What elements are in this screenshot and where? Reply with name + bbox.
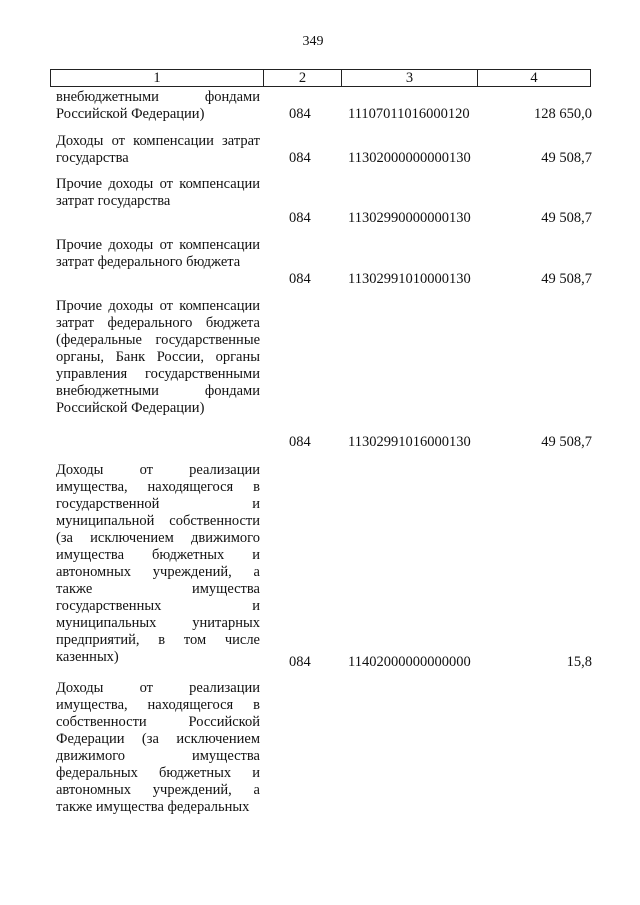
row-budget-code: 11402000000000000 xyxy=(348,654,471,670)
page-number: 349 xyxy=(302,34,324,49)
row-amount: 15,8 xyxy=(566,654,592,670)
row-admin-code: 084 xyxy=(289,271,311,287)
row-amount: 49 508,7 xyxy=(541,150,592,166)
row-description: Прочие доходы от компенсации затрат федерального бюджета xyxy=(56,237,260,270)
row-amount: 128 650,0 xyxy=(534,106,592,122)
header-col-1: 1 xyxy=(153,70,161,86)
row-admin-code: 084 xyxy=(289,210,311,226)
row-amount: 49 508,7 xyxy=(541,210,592,226)
row-budget-code: 11302000000000130 xyxy=(348,150,471,166)
row-admin-code: 084 xyxy=(289,150,311,166)
row-description: Доходы от реализации имущества, находящегося в собственности Российской Федерации (за исключением движимого имущества федеральных бюджетных и автономных учреждений, а также имущества федеральных xyxy=(56,680,260,815)
row-description: Доходы от компенсации затрат государства xyxy=(56,133,260,166)
row-amount: 49 508,7 xyxy=(541,271,592,287)
row-budget-code: 11302991010000130 xyxy=(348,271,471,287)
row-admin-code: 084 xyxy=(289,654,311,670)
table-header xyxy=(50,69,591,87)
header-col-4: 4 xyxy=(477,70,590,86)
row-description: Доходы от реализации имущества, находящегося в государственной и муниципальной собственности (за исключением движимого имущества бюджетных и автономных учреждений, а также имущества государственных и муниципальных унитарных предприятий, в том числе казенных) xyxy=(56,462,260,665)
row-description: Прочие доходы от компенсации затрат государства xyxy=(56,176,260,209)
row-admin-code: 084 xyxy=(289,106,311,122)
row-admin-code: 084 xyxy=(289,434,311,450)
row-budget-code: 11107011016000120 xyxy=(348,106,470,122)
row-description: Прочие доходы от компенсации затрат федерального бюджета (федеральные государственные органы, Банк России, органы управления государственными внебюджетными фондами Российской Федерации) xyxy=(56,298,260,416)
header-col-3: 3 xyxy=(341,70,477,86)
header-col-2: 2 xyxy=(263,70,341,86)
row-description: внебюджетными фондами Российской Федерации) xyxy=(56,89,260,122)
row-budget-code: 11302990000000130 xyxy=(348,210,471,226)
row-amount: 49 508,7 xyxy=(541,434,592,450)
row-budget-code: 11302991016000130 xyxy=(348,434,471,450)
